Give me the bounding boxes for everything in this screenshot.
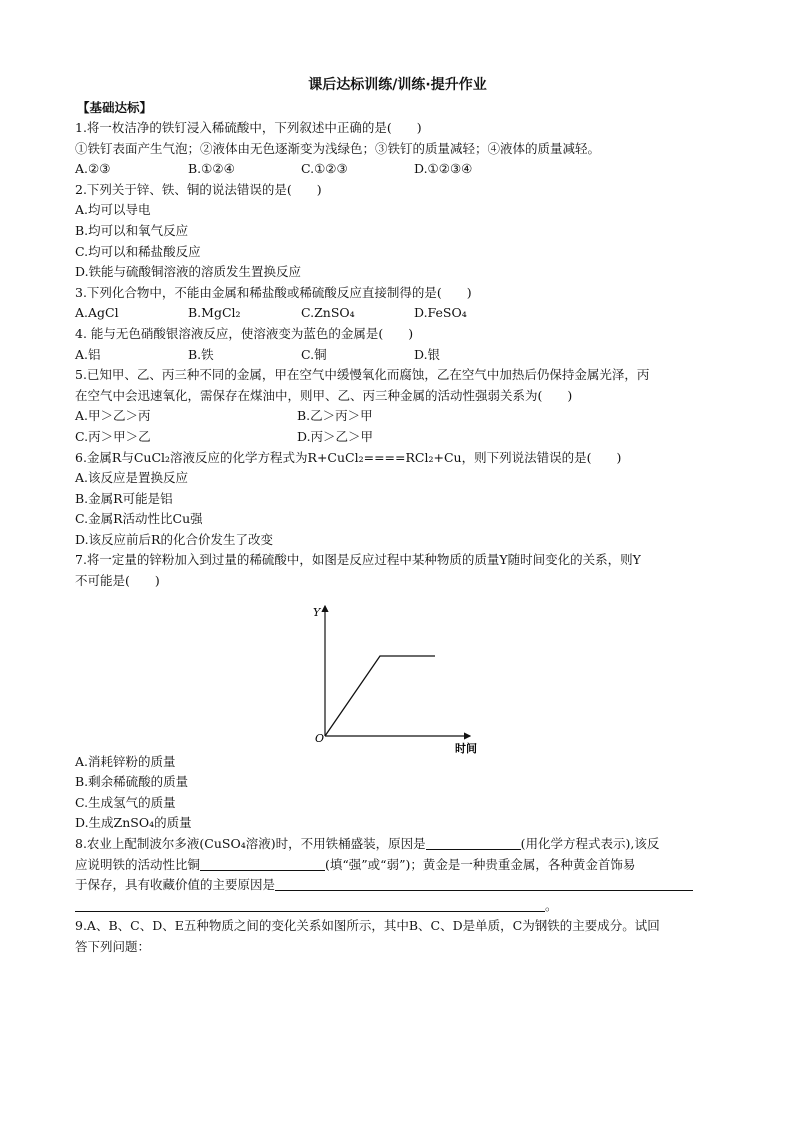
q8-text-1: 8.农业上配制波尔多液(CuSO₄溶液)时，不用铁桶盛装，原因是 [75,836,426,852]
question-7-stem-line1: 7.将一定量的锌粉加入到过量的稀硫酸中，如图是反应过程中某种物质的质量Y随时间变化的关系，则Y [75,552,641,568]
option-c[interactable]: C.生成氢气的质量 [75,794,176,810]
option-d[interactable]: D.①②③④ [414,161,473,177]
option-a[interactable]: A.该反应是置换反应 [75,470,189,486]
option-c[interactable]: C.金属R活动性比Cu强 [75,511,203,527]
question-9-stem-line2: 答下列问题： [75,939,151,954]
option-c[interactable]: C.①②③ [301,161,348,177]
question-8-line1 [75,834,720,855]
q7-graph [305,598,505,755]
option-d[interactable]: D.银 [414,346,441,362]
worksheet [75,76,720,958]
page-title: 课后达标训练/训练·提升作业 [308,77,487,93]
option-a[interactable]: A.铝 [75,346,101,362]
q7-chart [75,592,720,755]
question-7-stem-line2: 不可能是( ) [75,573,160,589]
question-6-stem: 6.金属R与CuCl₂溶液反应的化学方程式为R+CuCl₂====RCl₂+Cu，则下列说法错误的是( ) [75,449,622,465]
question-2-stem: 2.下列关于锌、铁、铜的说法错误的是( ) [75,181,322,197]
section-heading: 【基础达标】 [77,100,153,115]
answer-blank-3[interactable] [275,876,693,891]
q8-text-4: (填“强”或“弱”)；黄金是一种贵重金属，各种黄金首饰易 [325,856,636,872]
option-d[interactable]: D.铁能与硫酸铜溶液的溶质发生置换反应 [75,264,302,280]
origin-label: O [315,731,325,745]
y-axis-label: Y [313,605,321,619]
answer-blank-2[interactable] [200,856,325,871]
option-b[interactable]: B.铁 [188,346,214,362]
question-3-stem: 3.下列化合物中，不能由金属和稀盐酸或稀硫酸反应直接制得的是( ) [75,284,472,300]
question-4-stem: 4. 能与无色硝酸银溶液反应，使溶液变为蓝色的金属是( ) [75,325,414,341]
option-d[interactable]: D.丙＞乙＞甲 [297,428,374,444]
option-b[interactable]: B.金属R可能是铝 [75,490,173,506]
answer-blank-1[interactable] [426,835,521,850]
question-5-options-row1 [75,406,720,427]
option-d[interactable]: D.该反应前后R的化合价发生了改变 [75,531,273,547]
option-b[interactable]: B.乙＞丙＞甲 [297,408,373,424]
q8-text-3: 应说明铁的活动性比铜 [75,856,201,872]
option-d[interactable]: D.生成ZnSO₄的质量 [75,815,192,831]
question-8-line4 [75,896,720,917]
question-8-line2 [75,855,720,876]
question-1-desc: ①铁钉表面产生气泡；②液体由无色逐渐变为浅绿色；③铁钉的质量减轻；④液体的质量减轻。 [75,140,601,156]
question-8-line3 [75,875,720,896]
option-d[interactable]: D.FeSO₄ [414,305,467,321]
series-line-0 [325,656,435,736]
series-group [325,656,435,736]
question-5-stem-line2: 在空气中会迅速氧化，需保存在煤油中，则甲、乙、丙三种金属的活动性强弱关系为( ) [75,387,573,403]
x-axis-label: 时间 [455,741,477,755]
option-b[interactable]: B.①②④ [188,161,235,177]
answer-blank-3-cont[interactable] [75,897,545,912]
question-9-stem-line1: 9.A、B、C、D、E五种物质之间的变化关系如图所示，其中B、C、D是单质，C为钢铁的主要成分。试回 [75,918,660,934]
question-1-stem: 1.将一枚洁净的铁钉浸入稀硫酸中，下列叙述中正确的是( ) [75,120,422,135]
option-b[interactable]: B.剩余稀硫酸的质量 [75,774,189,790]
question-5-options-row2 [75,427,720,448]
question-5-stem-line1: 5.已知甲、乙、丙三种不同的金属，甲在空气中缓慢氧化而腐蚀，乙在空气中加热后仍保持金属光泽，丙 [75,367,650,383]
option-c[interactable]: C.ZnSO₄ [301,305,355,321]
q8-text-6: 。 [545,897,558,913]
option-b[interactable]: B.MgCl₂ [188,305,241,321]
question-1-options [75,159,720,180]
option-a[interactable]: A.甲＞乙＞丙 [75,408,151,424]
option-c[interactable]: C.均可以和稀盐酸反应 [75,243,201,259]
q8-text-2: (用化学方程式表示),该反 [520,836,660,852]
option-c[interactable]: C.铜 [301,346,327,362]
option-b[interactable]: B.均可以和氧气反应 [75,222,189,238]
q8-text-5: 于保存，具有收藏价值的主要原因是 [75,877,276,893]
question-3-options [75,303,720,324]
option-a[interactable]: A.均可以导电 [75,202,151,218]
option-c[interactable]: C.丙＞甲＞乙 [75,428,151,444]
option-a[interactable]: A.AgCl [75,305,119,321]
option-a[interactable]: A.②③ [75,161,111,177]
question-4-options [75,345,720,366]
option-a[interactable]: A.消耗锌粉的质量 [75,753,176,769]
